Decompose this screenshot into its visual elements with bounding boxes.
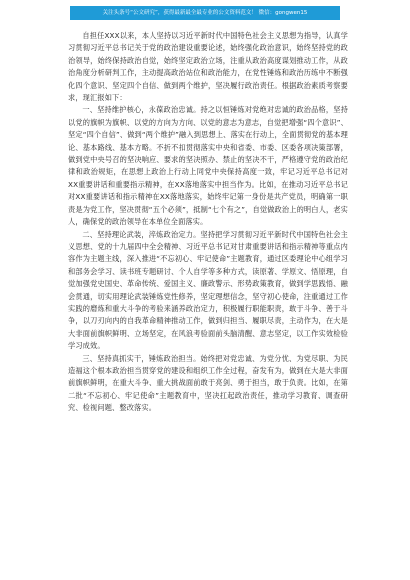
promo-banner: 关注头条号“公文研究”，获得最新最全最专业的公文资料范文！ 微信：gongwen15 [70, 6, 340, 20]
section-one-paragraph: 一、坚持维护核心，永葆政治忠诚。持之以恒锤炼对党绝对忠诚的政治品格，坚持以党的旗帜为旗帜、以党的方向为方向、以党的意志为意志，自觉把增强“四个意识”、坚定“四个自信”、做到“两个维护”融入到思想上、落实在行动上，全面贯彻党的基本理论、基本路线、基本方略。不折不扣贯彻落实中央和省委、市委、区委各项决策部署，做到党中央号召的坚决响应、要求的坚决照办、禁止的坚决不干，严格遵守党的政治纪律和政治规矩，在思想上政治上行动上同党中央保持高度一致，牢记习近平总书记对XX重要讲话和重要指示精神，在XX落地落实中担当作为。比如，在推动习近平总书记对XX重要讲话和指示精神在XX落地落实，始终牢记第一身份是共产党员，明确第一职责是为党工作，坚决贯彻“五个必须”，抵制“七个有之”，自觉做政治上的明白人，老实人，确保党的政治领导在本单位全面落实。 [68, 105, 348, 227]
section-two-paragraph: 二、坚持理论武装，淬炼政治定力。坚持把学习贯彻习近平新时代中国特色社会主义思想、党的十九届四中全会精神、习近平总书记对甘肃重要讲话和指示精神等重点内容作为主题主线，深入推进“不忘初心、牢记使命”主题教育，通过区委理论中心组学习和部务会学习、读书班专题研讨、个人自学等多种方式，读原著、学原文、悟原理，自觉加强党史国史、革命传统、爱国主义、廉政警示、形势政策教育，做到学思践悟、融会贯通，切实用理论武装锤炼党性修养，坚定理想信念，坚守初心使命，注重通过工作实践的磨炼和重大斗争的考验来涵养政治定力，积极履行职能职责，敢于斗争、善于斗争，以刀刃向内的自我革命精神推动工作，做到归担当、履职尽责，主动作为，在大是大非面前旗帜鲜明、立场坚定，在风浪考验面前头脑清醒、意志坚定，以工作实效检验学习成效。 [68, 229, 348, 351]
intro-paragraph: 自担任XXX以来，本人坚持以习近平新时代中国特色社会主义思想为指导，认真学习贯彻习近平总书记关于党的政治建设重要论述，始终强化政治意识，始终坚持党的政治领导，始终保持政治自觉，始终坚定政治立场，注重从政治高度谋划推动工作，从政治角度分析研判工作，主动提高政治站位和政治能力，在党性锤炼和政治历练中不断强化四个意识、坚定四个自信、做到两个维护，坚决履行政治责任。根据政治素质考察要求，现汇报如下： [68, 31, 348, 103]
section-three-paragraph: 三、坚持真抓实干，锤炼政治担当。始终把对党忠诚、为党分忧、为党尽职、为民造福这个根本政治担当贯穿党的建设和组织工作全过程，奋发有为，做到在大是大非面前旗帜鲜明，在重大斗争、重大挑战面前敢于亮剑、勇于担当，敢于负责。比如，在第二批“不忘初心、牢记使命”主题教育中，坚决扛起政治责任，推动学习教育、调查研究、检视问题、整改落实。 [68, 353, 348, 413]
document-body [68, 30, 348, 415]
